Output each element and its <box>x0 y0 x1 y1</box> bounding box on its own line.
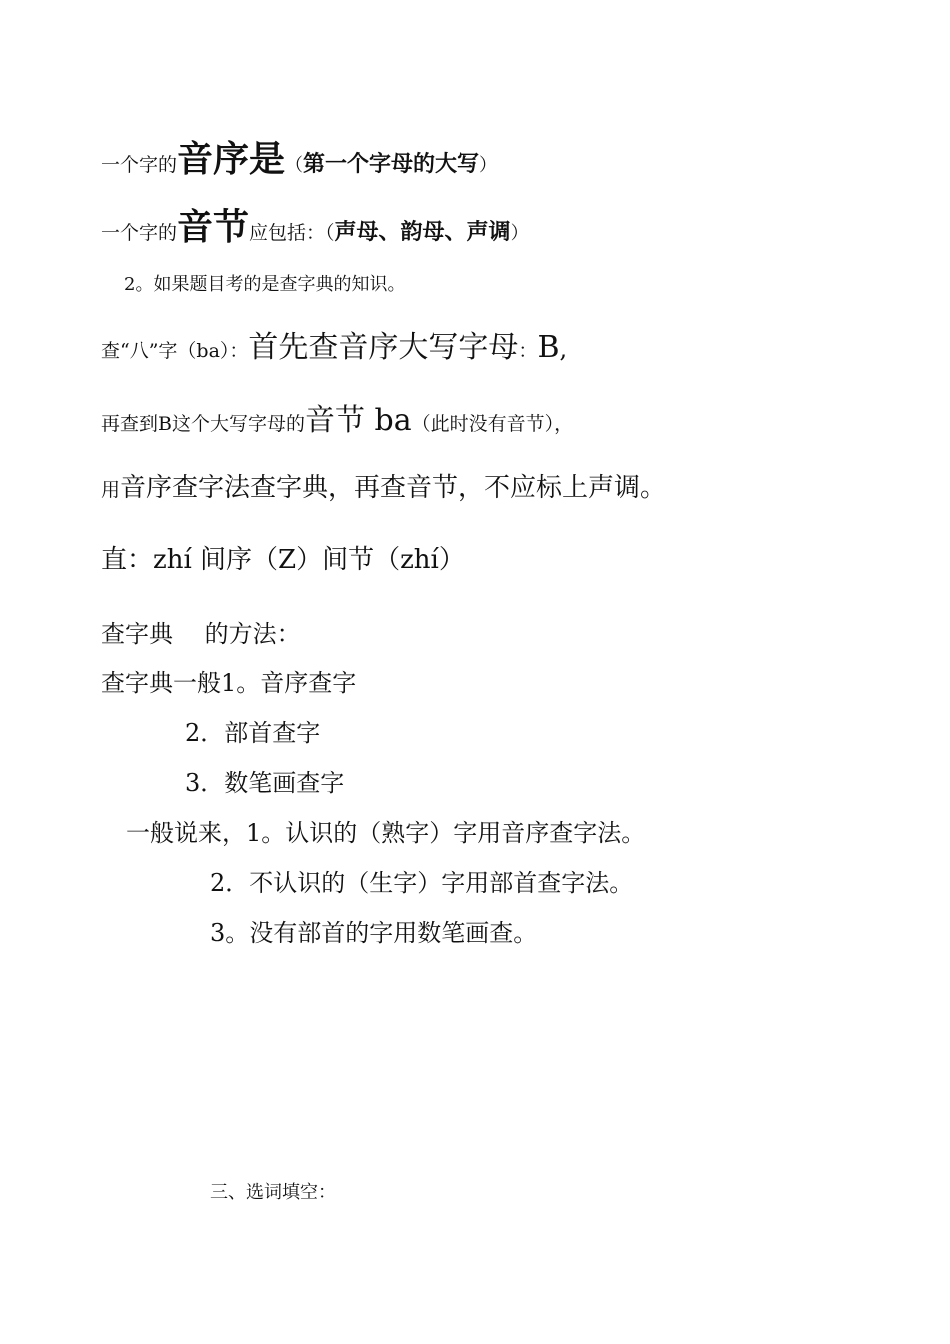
method-item-3: 3．数笔画查字 <box>185 769 345 797</box>
method-item-1: 查字典一般1。音序查字 <box>101 669 357 697</box>
usage-rule-3: 3。没有部首的字用数笔画查。 <box>210 919 538 947</box>
lookup-example-ba: 查“八”字（ba）：首先查音序大写字母：B, <box>101 330 568 365</box>
section-heading-fill-in: 三、选词填空： <box>210 1182 336 1203</box>
lookup-syllable-step: 再查到B这个大写字母的音节 ba（此时没有音节）， <box>101 403 574 438</box>
syllable-definition: 一个字的音节应包括：（声母、韵母、声调） <box>101 206 529 248</box>
usage-rule-1: 一般说来，1。认识的（熟字）字用音序查字法。 <box>126 819 646 847</box>
dictionary-methods-heading: 查字典 的方法： <box>101 620 301 648</box>
zhi-example: 直：zhí 间序（Z）间节（zhí） <box>101 545 465 575</box>
audio-order-definition: 一个字的音序是（第一个字母的大写） <box>101 138 498 180</box>
method-item-2: 2．部首查字 <box>185 719 321 747</box>
dictionary-note: 2。如果题目考的是查字典的知识。 <box>124 274 406 295</box>
lookup-method-note: 用音序查字法查字典，再查音节，不应标上声调。 <box>101 473 667 503</box>
usage-rule-2: 2．不认识的（生字）字用部首查字法。 <box>210 869 634 897</box>
